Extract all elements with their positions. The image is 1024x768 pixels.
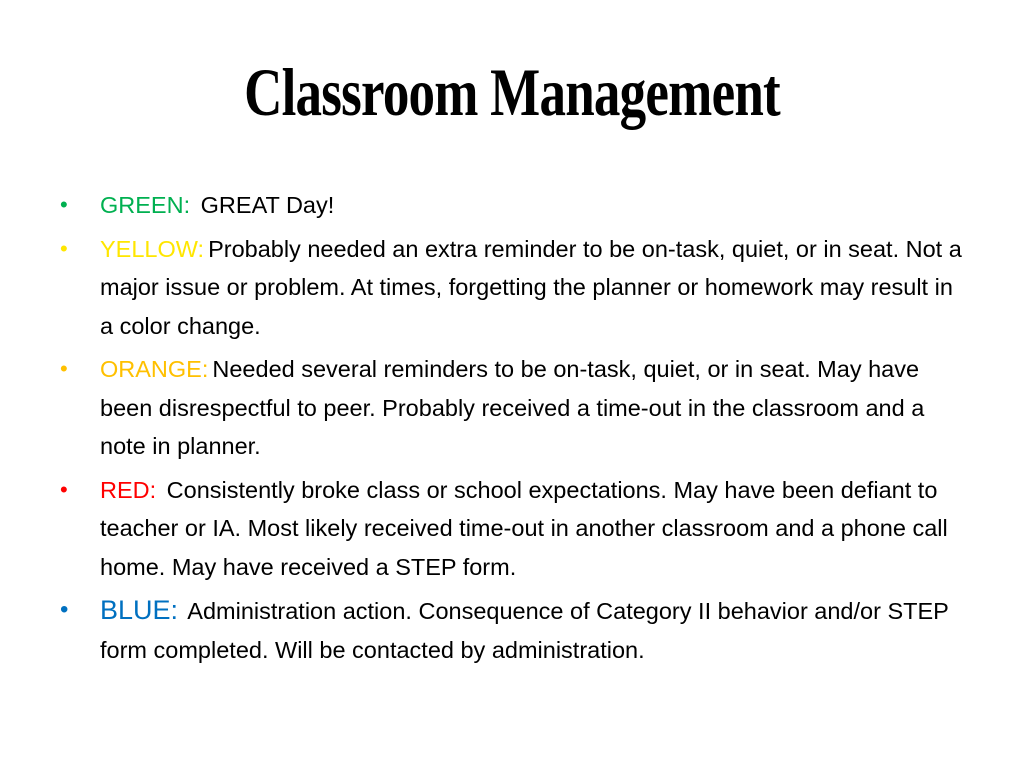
list-item-yellow — [60, 230, 965, 346]
item-text: GREAT Day! — [194, 192, 335, 218]
list-item-blue — [60, 591, 965, 669]
slide-title: Classroom Management — [244, 54, 780, 130]
bullet-dot-icon: • — [60, 192, 68, 217]
item-label: RED: — [100, 476, 157, 503]
list-item-green — [60, 186, 965, 225]
bullet-dot-icon: • — [60, 596, 69, 623]
bullet-dot-icon: • — [60, 235, 68, 261]
item-text: Probably needed an extra reminder to be on-task, quiet, or in seat. Not a major issue or problem. At times, forgetting the planner or homework may result in a color change. — [100, 235, 962, 339]
item-label: YELLOW: — [100, 235, 205, 262]
bullet-dot-icon: • — [60, 476, 68, 502]
item-label: ORANGE: — [100, 356, 209, 382]
list-item-orange — [60, 350, 965, 466]
item-label: GREEN: — [100, 192, 191, 218]
item-text: Consistently broke class or school expectations. May have been defiant to teacher or IA. Most likely received time-out in another classroom and a phone call home. May have received a STEP form. — [100, 476, 948, 580]
list-item-red — [60, 471, 965, 587]
bullet-list — [60, 186, 965, 674]
item-label: BLUE: — [100, 595, 179, 625]
bullet-dot-icon: • — [60, 356, 68, 381]
item-text: Needed several reminders to be on-task, quiet, or in seat. May have been disrespectful to peer. Probably received a time-out in the classroom and a note in planner. — [100, 356, 925, 459]
item-text: Administration action. Consequence of Category II behavior and/or STEP form completed. Will be contacted by administration. — [100, 598, 949, 663]
